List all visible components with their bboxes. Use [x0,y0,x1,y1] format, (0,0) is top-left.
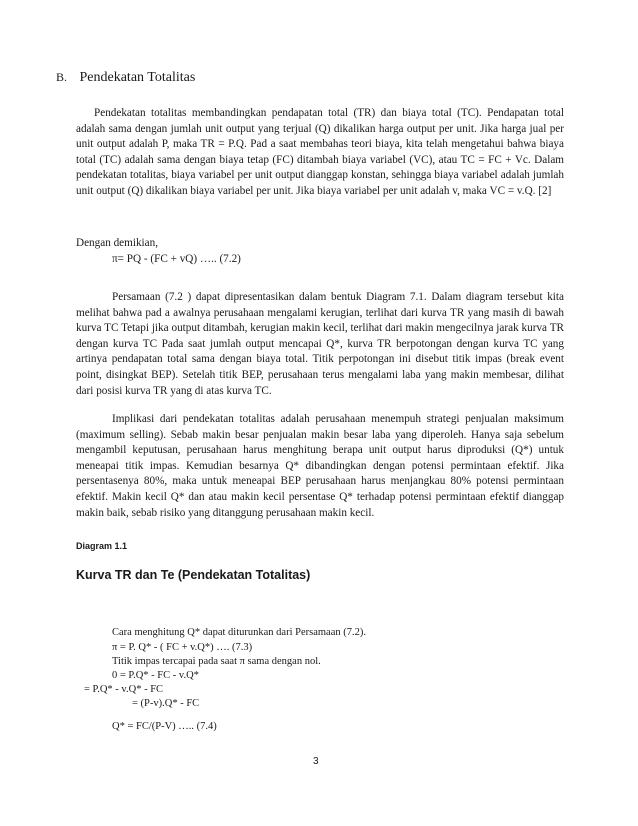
derivation-line-1: Cara menghitung Q* dapat diturunkan dari Persamaan (7.2). [112,627,366,638]
paragraph-totalitas-definition [76,106,564,200]
derivation-line-2: π = P. Q* - ( FC + v.Q*) …. (7.3) [112,642,253,653]
section-heading [56,70,195,86]
derivation-line-5: = P.Q* - v.Q* - FC [84,684,164,695]
derivation-line-4: 0 = P.Q* - FC - v.Q* [112,670,199,681]
section-title: Pendekatan Totalitas [79,70,196,85]
page-number: 3 [313,756,319,767]
derivation-line-7: Q* = FC/(P-V) ….. (7.4) [112,721,217,732]
derivation-line-3: Titik impas tercapai pada saat π sama dengan nol. [112,656,321,667]
section-letter: B. [56,70,68,84]
paragraph-4-text: Implikasi dari pendekatan totalitas adalah perusahaan menempuh strategi penjualan maksimum (maximum selling). Sebab makin besar penjualan makin besar laba yang diperoleh. Hanya saja sebelum mengambil keputusan, perusahaan harus menghitung berapa unit output harus diproduksi (Q*) untuk meneapai titik impas. Kemudian besarnya Q* dibandingkan dengan potensi permintaan efektif. Jika persentasenya 80%, maka untuk meneapai BEP perusahaan harus menjangkau 80% potensi permintaan efektif. Makin kecil Q* dan atau makin kecil persentase Q* terhadap potensi permintaan efektif dianggap makin baik, sebab risiko yang ditanggung perusahaan makin kecil. [76,413,564,519]
paragraph-diagram-explanation [76,290,564,399]
diagram-title: Kurva TR dan Te (Pendekatan Totalitas) [76,568,311,582]
paragraph-1-text: Pendekatan totalitas membandingkan pendapatan total (TR) dan biaya total (TC). Pendapatan total adalah sama dengan jumlah unit output yang terjual (Q) dikalikan harga output per unit. Jika harga jual per unit output adalah P, maka TR = P.Q. Pad a saat membahas teori biaya, kita telah mengetahui bahwa biaya total (TC) adalah sama dengan biaya tetap (FC) ditambah biaya variabel (VC), atau TC = FC + Vc. Dalam pendekatan totalitas, biaya variabel per unit output dianggap konstan, sehingga biaya variabel adalah jumlah unit output (Q) dikalikan biaya variabel per unit. Jika biaya variabel per unit adalah v, maka VC = v.Q. [2] [76,107,564,197]
derivation-line-6: = (P-v).Q* - FC [132,698,200,709]
profit-formula-7-2: π= PQ - (FC + vQ) ….. (7.2) [112,253,241,265]
demikian-intro: Dengan demikian, [76,237,159,249]
paragraph-implication [76,412,564,521]
diagram-label: Diagram 1.1 [76,541,128,551]
paragraph-3-text: Persamaan (7.2 ) dapat dipresentasikan dalam bentuk Diagram 7.1. Dalam diagram tersebut kita melihat bahwa pad a awalnya perusahaan mengalami kerugian, terlihat dari kurva TR yang masih di bawah kurva TC Tetapi jika output ditambah, kerugian makin kecil, terlihat dari makin mengecilnya jarak kurva TR dengan kurva TC Pada saat jumlah output mencapai Q*, kurva TR berpotongan dengan kurva TC yang artinya pendapatan total sama dengan biaya total. Titik perpotongan ini disebut titik impas (break event point, disingkat BEP). Setelah titik BEP, perusahaan terus mengalami laba yang makin membesar, dilihat dari posisi kurva TR yang di atas kurva TC. [76,291,564,397]
